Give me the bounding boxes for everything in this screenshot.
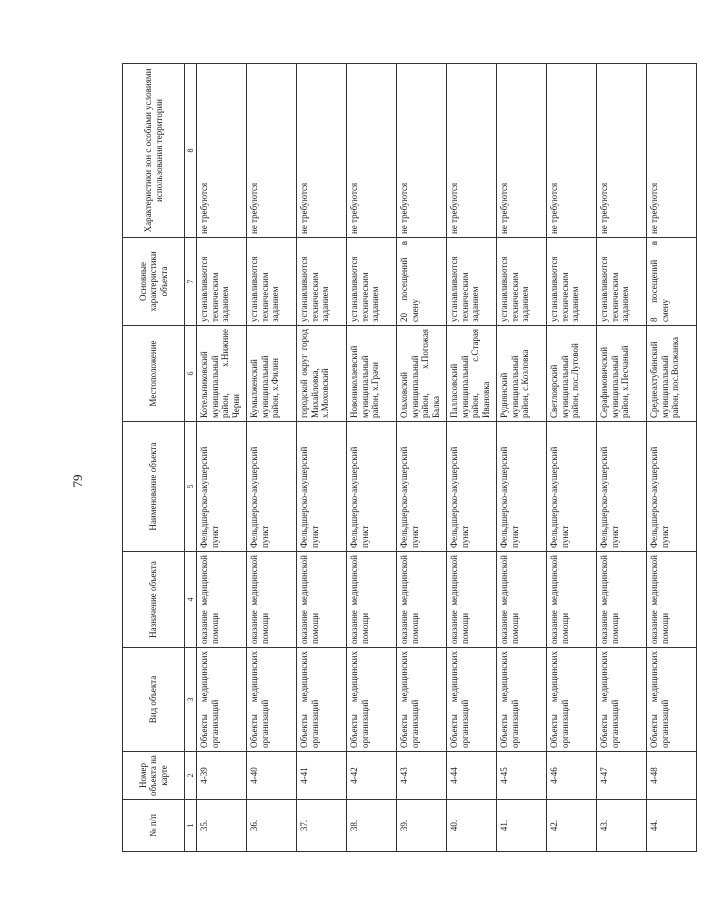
cell-purpose: оказание медицинской помощи bbox=[397, 552, 447, 648]
table-body bbox=[197, 64, 697, 852]
cell-characteristics: устанавливаются техническим заданием bbox=[597, 238, 647, 326]
cell-map-code: 4-42 bbox=[347, 752, 397, 800]
cell-type: Объекты медицинских организаций bbox=[347, 648, 397, 752]
cell-purpose: оказание медицинской помощи bbox=[197, 552, 247, 648]
table-row bbox=[497, 64, 547, 852]
cell-characteristics: 20 посещений в смену bbox=[397, 238, 447, 326]
table-row bbox=[347, 64, 397, 852]
column-number: 7 bbox=[185, 238, 197, 326]
cell-type: Объекты медицинских организаций bbox=[197, 648, 247, 752]
table-row bbox=[397, 64, 447, 852]
cell-type: Объекты медицинских организаций bbox=[447, 648, 497, 752]
cell-name: Фельдшерско-акушерский пункт bbox=[247, 422, 297, 552]
cell-characteristics: устанавливаются техническим заданием bbox=[447, 238, 497, 326]
cell-purpose: оказание медицинской помощи bbox=[497, 552, 547, 648]
cell-characteristics: устанавливаются техническим заданием bbox=[247, 238, 297, 326]
cell-characteristics: устанавливаются техническим заданием bbox=[347, 238, 397, 326]
table-header bbox=[123, 64, 197, 852]
cell-type: Объекты медицинских организаций bbox=[397, 648, 447, 752]
cell-map-code: 4-39 bbox=[197, 752, 247, 800]
cell-map-code: 4-45 bbox=[497, 752, 547, 800]
table-row bbox=[447, 64, 497, 852]
page-number: 79 bbox=[70, 474, 85, 488]
cell-zones: не требуются bbox=[247, 64, 297, 238]
cell-location: Кумылженский муниципальный район, х.Филин bbox=[247, 326, 297, 422]
cell-number: 40. bbox=[447, 800, 497, 852]
cell-map-code: 4-43 bbox=[397, 752, 447, 800]
table-row bbox=[597, 64, 647, 852]
cell-number: 35. bbox=[197, 800, 247, 852]
cell-zones: не требуются bbox=[597, 64, 647, 238]
cell-type: Объекты медицинских организаций bbox=[547, 648, 597, 752]
column-number: 6 bbox=[185, 326, 197, 422]
cell-zones: не требуются bbox=[547, 64, 597, 238]
cell-name: Фельдшерско-акушерский пункт bbox=[297, 422, 347, 552]
cell-zones: не требуются bbox=[497, 64, 547, 238]
header-cell-zones: Характеристики зон с особыми условиями использования территории bbox=[123, 64, 185, 238]
cell-name: Фельдшерско-акушерский пункт bbox=[497, 422, 547, 552]
cell-name: Фельдшерско-акушерский пункт bbox=[547, 422, 597, 552]
table-row bbox=[247, 64, 297, 852]
cell-name: Фельдшерско-акушерский пункт bbox=[397, 422, 447, 552]
cell-purpose: оказание медицинской помощи bbox=[447, 552, 497, 648]
cell-purpose: оказание медицинской помощи bbox=[647, 552, 697, 648]
header-row bbox=[123, 64, 185, 852]
cell-name: Фельдшерско-акушерский пункт bbox=[647, 422, 697, 552]
header-cell-characteristics: Основные характеристики объекта bbox=[123, 238, 185, 326]
column-number: 2 bbox=[185, 752, 197, 800]
cell-purpose: оказание медицинской помощи bbox=[297, 552, 347, 648]
header-cell-purpose: Назначение объекта bbox=[123, 552, 185, 648]
cell-zones: не требуются bbox=[297, 64, 347, 238]
cell-zones: не требуются bbox=[647, 64, 697, 238]
column-number: 4 bbox=[185, 552, 197, 648]
cell-location: Палласовский муниципальный район, с.Старая Ивановка bbox=[447, 326, 497, 422]
cell-type: Объекты медицинских организаций bbox=[247, 648, 297, 752]
cell-number: 41. bbox=[497, 800, 547, 852]
cell-number: 37. bbox=[297, 800, 347, 852]
cell-location: городской округ город Михайловка, х.Моховский bbox=[297, 326, 347, 422]
cell-zones: не требуются bbox=[197, 64, 247, 238]
column-number: 8 bbox=[185, 64, 197, 238]
cell-purpose: оказание медицинской помощи bbox=[597, 552, 647, 648]
cell-characteristics: 8 посещений в смену bbox=[647, 238, 697, 326]
column-number: 5 bbox=[185, 422, 197, 552]
cell-type: Объекты медицинских организаций bbox=[497, 648, 547, 752]
cell-characteristics: устанавливаются техническим заданием bbox=[297, 238, 347, 326]
header-cell-map-code: Номер объекта на карте bbox=[123, 752, 185, 800]
column-number: 1 bbox=[185, 800, 197, 852]
cell-characteristics: устанавливаются техническим заданием bbox=[197, 238, 247, 326]
cell-map-code: 4-47 bbox=[597, 752, 647, 800]
cell-purpose: оказание медицинской помощи bbox=[347, 552, 397, 648]
cell-location: Среднеахтубинский муниципальный район, пос.Волжанка bbox=[647, 326, 697, 422]
header-cell-name: Наименование объекта bbox=[123, 422, 185, 552]
cell-location: Светлоярский муниципальный район, пос.Луговой bbox=[547, 326, 597, 422]
cell-number: 44. bbox=[647, 800, 697, 852]
cell-name: Фельдшерско-акушерский пункт bbox=[347, 422, 397, 552]
cell-number: 36. bbox=[247, 800, 297, 852]
cell-name: Фельдшерско-акушерский пункт bbox=[197, 422, 247, 552]
cell-location: Котельниковский муниципальный район, х.Нижние Черни bbox=[197, 326, 247, 422]
header-cell-location: Местоположение bbox=[123, 326, 185, 422]
cell-map-code: 4-44 bbox=[447, 752, 497, 800]
cell-map-code: 4-40 bbox=[247, 752, 297, 800]
cell-location: Руднянский муниципальный район, с.Козловка bbox=[497, 326, 547, 422]
cell-location: Серафимовичский муниципальный район, х.Песчаный bbox=[597, 326, 647, 422]
cell-name: Фельдшерско-акушерский пункт bbox=[447, 422, 497, 552]
cell-map-code: 4-41 bbox=[297, 752, 347, 800]
cell-zones: не требуются bbox=[347, 64, 397, 238]
cell-type: Объекты медицинских организаций bbox=[297, 648, 347, 752]
table-row bbox=[297, 64, 347, 852]
cell-location: Новониколаевский муниципальный район, х.Грачи bbox=[347, 326, 397, 422]
cell-number: 43. bbox=[597, 800, 647, 852]
cell-characteristics: устанавливаются техническим заданием bbox=[547, 238, 597, 326]
cell-zones: не требуются bbox=[447, 64, 497, 238]
table-row bbox=[547, 64, 597, 852]
cell-purpose: оказание медицинской помощи bbox=[247, 552, 297, 648]
cell-name: Фельдшерско-акушерский пункт bbox=[597, 422, 647, 552]
cell-location: Ольховский муниципальный район, х.Погожая Балка bbox=[397, 326, 447, 422]
column-number: 3 bbox=[185, 648, 197, 752]
table-row bbox=[197, 64, 247, 852]
cell-number: 39. bbox=[397, 800, 447, 852]
rotated-table-container bbox=[122, 64, 712, 852]
cell-number: 42. bbox=[547, 800, 597, 852]
cell-type: Объекты медицинских организаций bbox=[647, 648, 697, 752]
cell-number: 38. bbox=[347, 800, 397, 852]
column-number-row bbox=[185, 64, 197, 852]
cell-map-code: 4-46 bbox=[547, 752, 597, 800]
header-cell-number: № п/п bbox=[123, 800, 185, 852]
header-cell-type: Вид объекта bbox=[123, 648, 185, 752]
table-row bbox=[647, 64, 697, 852]
cell-type: Объекты медицинских организаций bbox=[597, 648, 647, 752]
cell-zones: не требуются bbox=[397, 64, 447, 238]
cell-map-code: 4-48 bbox=[647, 752, 697, 800]
objects-table bbox=[122, 63, 697, 852]
cell-purpose: оказание медицинской помощи bbox=[547, 552, 597, 648]
cell-characteristics: устанавливаются техническим заданием bbox=[497, 238, 547, 326]
